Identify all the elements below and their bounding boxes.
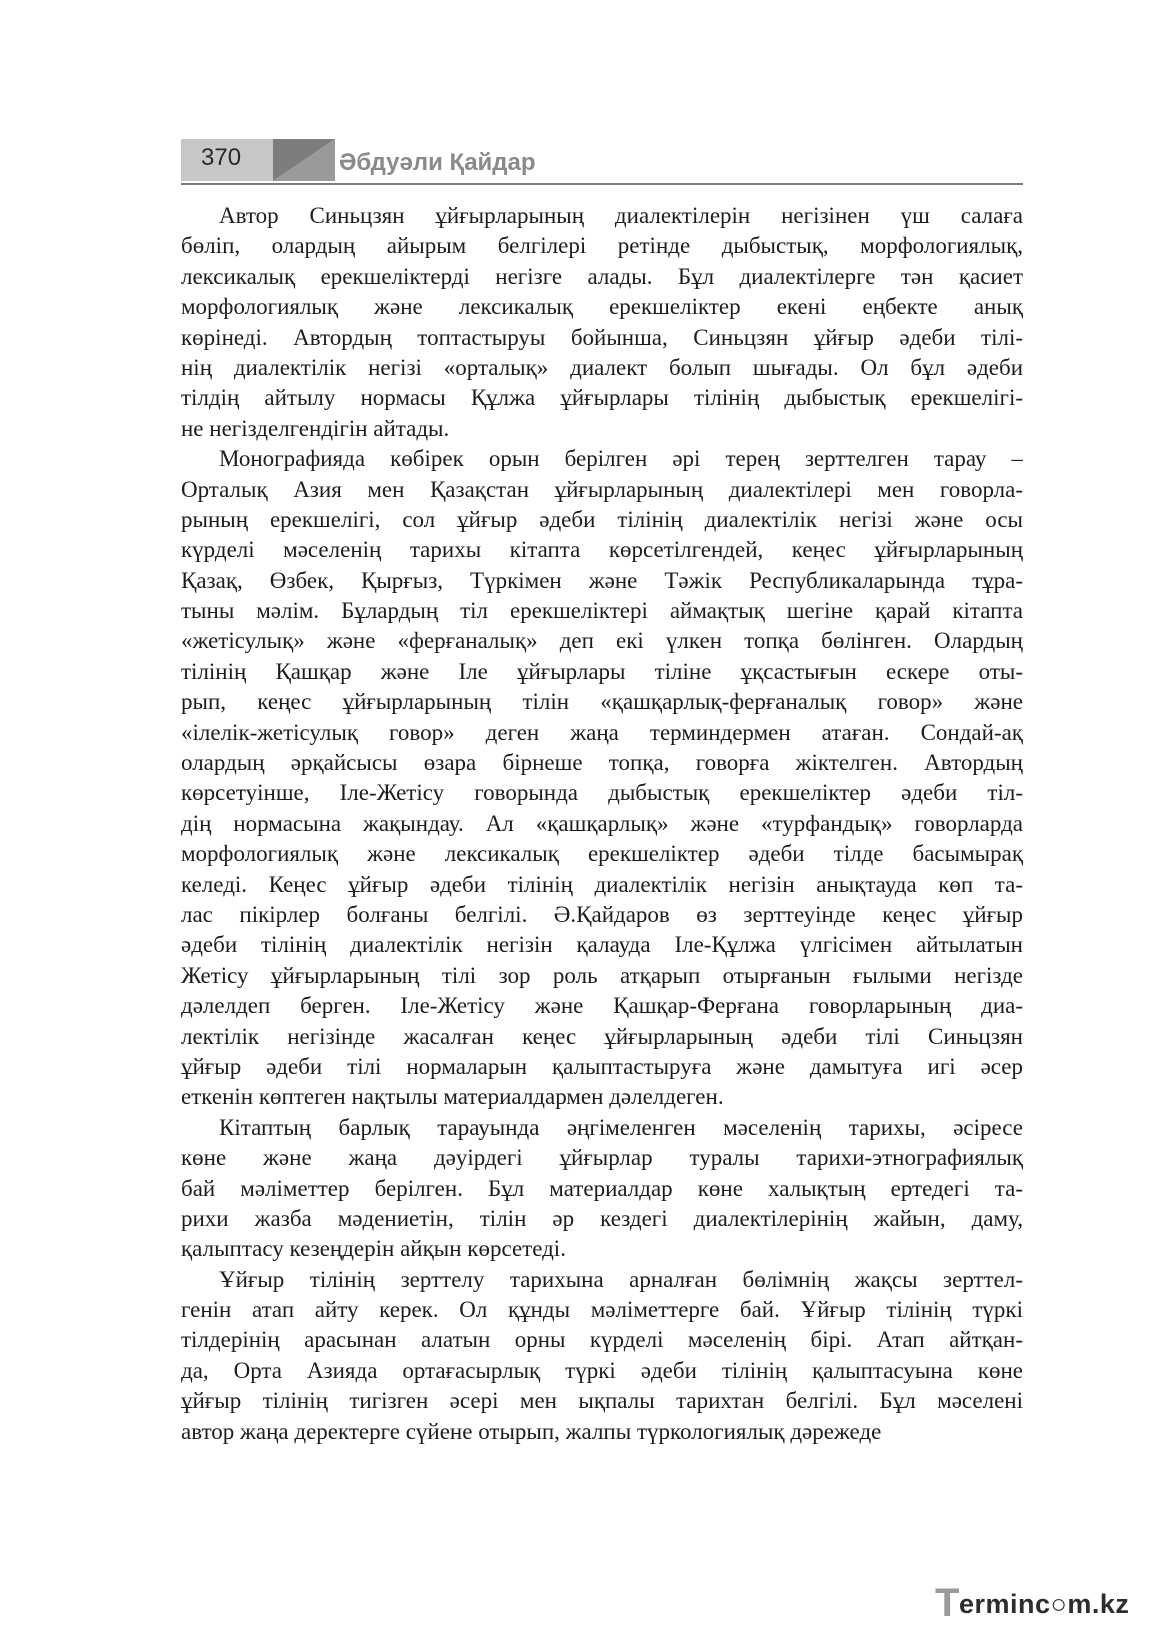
page-number-box	[181, 139, 273, 181]
body-text	[181, 201, 1023, 1447]
author-name: Әбдуәли Қайдар	[339, 149, 536, 176]
text-line: дің нормасына жақындау. Ал «қашқарлық» және «турфандық» говорларда	[181, 810, 1023, 836]
paragraph	[181, 201, 1023, 444]
paragraph	[181, 444, 1023, 1113]
header-rule	[181, 183, 1023, 185]
text-line: күрделі мәселенің тарихы кітапта көрсетілгендей, кеңес ұйғырларының	[181, 537, 1023, 563]
text-line: көрінеді. Автордың топтастыруы бойынша, Синьцзян ұйғыр әдеби тілі-	[181, 324, 1023, 350]
page-number: 370	[201, 144, 242, 171]
text-line: бай мәліметтер берілген. Бұл материалдар көне халықтың ертедегі та-	[181, 1175, 1023, 1201]
text-line: лектілік негізінде жасалған кеңес ұйғырларының әдеби тілі Синьцзян	[181, 1023, 1023, 1049]
text-line: дәлелдеп берген. Іле-Жетісу және Қашқар-Ферғана говорларының диа-	[181, 993, 1023, 1019]
text-line: келеді. Кеңес ұйғыр әдеби тілінің диалектілік негізін анықтауда көп та-	[181, 871, 1023, 897]
text-line: рихи жазба мәдениетін, тілін әр кездегі диалектілерінің жайын, даму,	[181, 1205, 1023, 1231]
running-header	[181, 139, 1023, 187]
watermark-text: erminc○m.kz	[959, 1589, 1130, 1619]
text-line: тыны мәлім. Бұлардың тіл ерекшеліктері аймақтық шегіне қарай кітапта	[181, 598, 1023, 624]
text-line: олардың әрқайсысы өзара бірнеше топқа, говорға жіктелген. Автордың	[181, 750, 1023, 776]
text-line: рып, кеңес ұйғырларының тілін «қашқарлық-ферғаналық говор» және	[181, 689, 1023, 715]
paragraph	[181, 1265, 1023, 1447]
header-wedge-shadow	[273, 139, 335, 181]
text-line: тілдерінің арасынан алатын орны күрделі мәселенің бірі. Атап айтқан-	[181, 1327, 1023, 1353]
text-line: «ілелік-жетісулық говор» деген жаңа терминдермен атаған. Сондай-ақ	[181, 719, 1023, 745]
text-line: морфологиялық және лексикалық ерекшеліктер екені еңбекте анық	[181, 294, 1023, 320]
text-line: Қазақ, Өзбек, Қырғыз, Түркімен және Тәжік Республикаларында тұра-	[181, 567, 1023, 593]
text-line: лас пікірлер болғаны белгілі. Ә.Қайдаров өз зерттеуінде кеңес ұйғыр	[181, 901, 1023, 927]
text-line: әдеби тілінің диалектілік негізін қалауда Іле-Құлжа үлгісімен айтылатын	[181, 932, 1023, 958]
text-line: лексикалық ерекшеліктерді негізге алады. Бұл диалектілерге тән қасиет	[181, 263, 1023, 289]
text-line: тілінің Қашқар және Іле ұйғырлары тіліне ұқсастығын ескере оты-	[181, 658, 1023, 684]
text-line: Ұйғыр тілінің зерттелу тарихына арналған бөлімнің жақсы зерттел-	[219, 1266, 1023, 1292]
text-line: генін атап айту керек. Ол құнды мәліметтерге бай. Ұйғыр тілінің түркі	[181, 1297, 1023, 1323]
text-line: еткенін көптеген нақтылы материалдармен дәлелдеген.	[181, 1084, 724, 1110]
text-line: тілдің айтылу нормасы Құлжа ұйғырлары тілінің дыбыстық ерекшелігі-	[181, 385, 1023, 411]
text-line: қалыптасу кезеңдерін айқын көрсетеді.	[181, 1236, 566, 1262]
text-line: Жетісу ұйғырларының тілі зор роль атқарып отырғанын ғылыми негізде	[181, 962, 1023, 988]
text-line: ұйғыр тілінің тигізген әсері мен ықпалы тарихтан белгілі. Бұл мәселені	[181, 1388, 1023, 1414]
text-line: Монографияда көбірек орын берілген әрі терең зерттелген тарау –	[219, 446, 1023, 472]
text-line: Кітаптың барлық тарауында әңгімеленген мәселенің тарихы, әсіресе	[219, 1114, 1023, 1140]
text-line: Автор Синьцзян ұйғырларының диалектілерін негізінен үш салаға	[219, 203, 1023, 228]
text-line: морфологиялық және лексикалық ерекшеліктер әдеби тілде басымырақ	[181, 841, 1023, 867]
text-line: «жетісулық» және «ферғаналық» деп екі үлкен топқа бөлінген. Олардың	[181, 628, 1023, 654]
text-line: нің диалектілік негізі «орталық» диалект болып шығады. Ол бұл әдеби	[181, 354, 1023, 380]
text-line: ұйғыр әдеби тілі нормаларын қалыптастыруға және дамытуға игі әсер	[181, 1053, 1023, 1079]
text-line: бөліп, олардың айырым белгілері ретінде дыбыстық, морфологиялық,	[181, 233, 1023, 259]
text-line: автор жаңа деректерге сүйене отырып, жалпы түркологиялық дәрежеде	[181, 1418, 882, 1444]
watermark-letter: T	[935, 1581, 960, 1625]
text-line: көне және жаңа дәуірдегі ұйғырлар туралы тарихи-этнографиялық	[181, 1145, 1023, 1171]
text-line: рының ерекшелігі, сол ұйғыр әдеби тілінің диалектілік негізі және осы	[181, 506, 1023, 532]
text-line: Орталық Азия мен Қазақстан ұйғырларының диалектілері мен говорла-	[181, 476, 1023, 502]
text-line: көрсетуінше, Іле-Жетісу говорында дыбыстық ерекшеліктер әдеби тіл-	[181, 780, 1023, 806]
paragraph	[181, 1113, 1023, 1265]
text-line: да, Орта Азияда ортағасырлық түркі әдеби тілінің қалыптасуына көне	[181, 1357, 1023, 1383]
text-line: не негізделгендігін айтады.	[181, 415, 450, 441]
